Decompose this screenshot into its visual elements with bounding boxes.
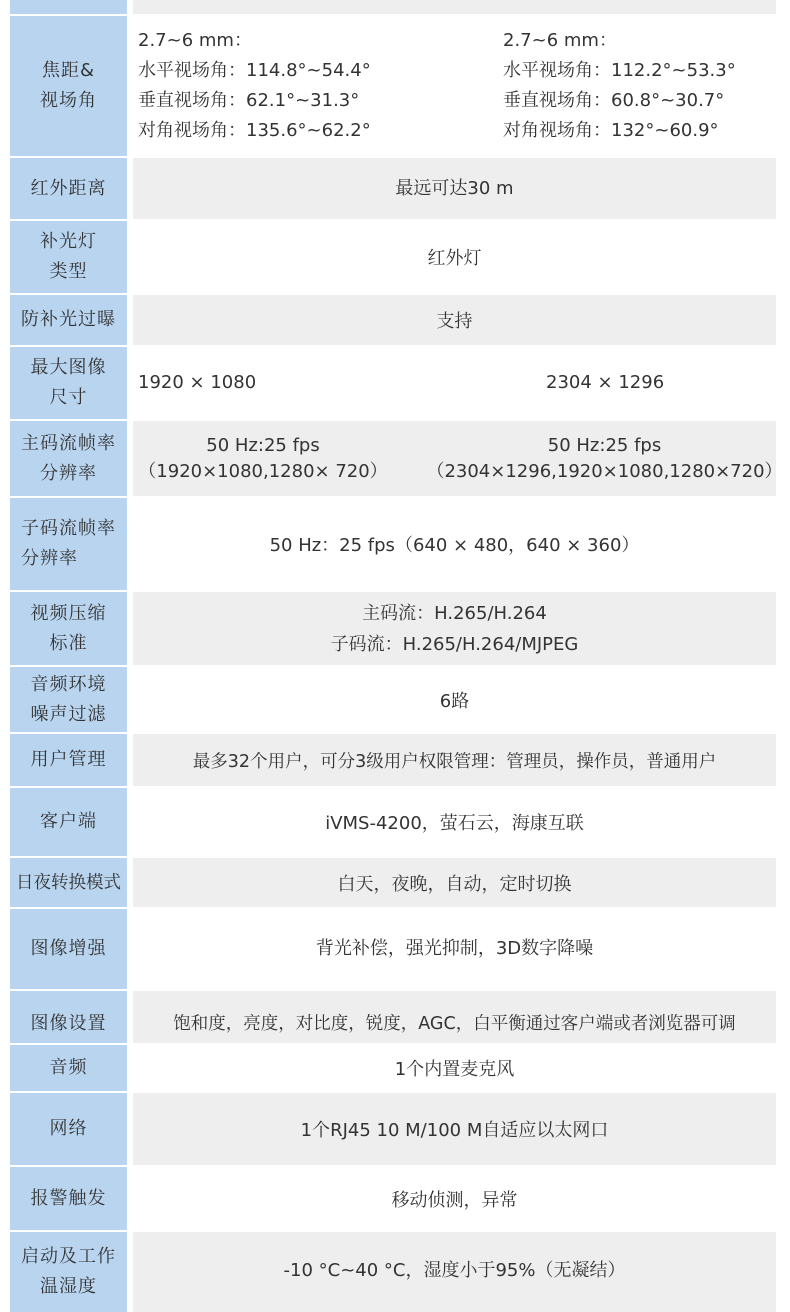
row-label: 音频环境 噪声过滤 bbox=[10, 667, 127, 732]
row-value: iVMS-4200，萤石云，海康互联 bbox=[133, 788, 776, 856]
row-label: 启动及工作 温湿度 bbox=[10, 1232, 127, 1312]
row-value bbox=[133, 0, 776, 14]
row-value: 最远可达30 m bbox=[133, 158, 776, 219]
table-row bbox=[0, 991, 790, 1043]
value-column-left bbox=[138, 347, 256, 419]
table-row bbox=[0, 788, 790, 856]
cell-line: （2304×1296,1920×1080,1280×720） bbox=[426, 460, 783, 482]
row-label: 补光灯 类型 bbox=[10, 221, 127, 293]
value-column-right bbox=[426, 421, 783, 496]
row-label: 音频 bbox=[10, 1045, 127, 1091]
row-label: 防补光过曝 bbox=[10, 295, 127, 345]
table-row bbox=[0, 421, 790, 496]
value-column-right bbox=[546, 347, 664, 419]
row-label bbox=[10, 0, 127, 14]
table-row bbox=[0, 667, 790, 732]
cell-line: 对角视场角：135.6°~62.2° bbox=[138, 120, 371, 141]
table-row bbox=[0, 498, 790, 590]
row-label: 报警触发 bbox=[10, 1167, 127, 1230]
row-label: 子码流帧率 分辨率 bbox=[10, 498, 127, 590]
row-label: 视频压缩 标准 bbox=[10, 592, 127, 665]
row-value: 1个RJ45 10 M/100 M自适应以太网口 bbox=[133, 1093, 776, 1165]
value-column-left bbox=[138, 16, 371, 156]
table-row bbox=[0, 1232, 790, 1312]
row-value: 最多32个用户，可分3级用户权限管理：管理员，操作员，普通用户 bbox=[133, 734, 776, 786]
value-column-right bbox=[503, 16, 736, 156]
table-row bbox=[0, 347, 790, 419]
row-label: 图像设置 bbox=[10, 991, 127, 1043]
cell-line: 2.7~6 mm： bbox=[138, 30, 252, 51]
cell-line: （1920×1080,1280× 720） bbox=[138, 460, 388, 482]
row-value: 支持 bbox=[133, 295, 776, 345]
cell-line: 水平视场角：112.2°~53.3° bbox=[503, 60, 736, 81]
cell-line: 对角视场角：132°~60.9° bbox=[503, 120, 719, 141]
row-value bbox=[133, 421, 783, 496]
row-value: 50 Hz：25 fps（640 × 480，640 × 360） bbox=[133, 498, 776, 590]
cell-line: 垂直视场角：60.8°~30.7° bbox=[503, 90, 725, 111]
cell-line: 主码流：H.265/H.264 bbox=[362, 602, 547, 624]
table-row bbox=[0, 295, 790, 345]
cell-line: 50 Hz:25 fps bbox=[206, 434, 320, 456]
cell-line: 水平视场角：114.8°~54.4° bbox=[138, 60, 371, 81]
table-row bbox=[0, 158, 790, 219]
row-value bbox=[133, 16, 776, 156]
row-label: 最大图像 尺寸 bbox=[10, 347, 127, 419]
row-value bbox=[133, 592, 776, 665]
table-row bbox=[0, 1045, 790, 1091]
row-label: 客户端 bbox=[10, 788, 127, 856]
cell-line: 2304 × 1296 bbox=[546, 372, 665, 393]
row-value: 背光补偿，强光抑制，3D数字降噪 bbox=[133, 909, 776, 989]
table-row bbox=[0, 858, 790, 907]
cell-line: 2.7~6 mm： bbox=[503, 30, 617, 51]
row-label: 网络 bbox=[10, 1093, 127, 1165]
table-row bbox=[0, 221, 790, 293]
row-value: -10 °C~40 °C，湿度小于95%（无凝结） bbox=[133, 1232, 776, 1312]
row-value: 白天，夜晚，自动，定时切换 bbox=[133, 858, 776, 907]
row-value: 红外灯 bbox=[133, 221, 776, 293]
cell-line: 50 Hz:25 fps bbox=[547, 434, 662, 456]
cell-line: 垂直视场角：62.1°~31.3° bbox=[138, 90, 360, 111]
row-label: 图像增强 bbox=[10, 909, 127, 989]
table-row bbox=[0, 1167, 790, 1230]
row-label: 焦距& 视场角 bbox=[10, 16, 127, 156]
row-label: 用户管理 bbox=[10, 734, 127, 786]
table-row bbox=[0, 16, 790, 156]
row-value: 6路 bbox=[133, 667, 776, 732]
table-row bbox=[0, 0, 790, 14]
cell-line: 子码流：H.265/H.264/MJPEG bbox=[330, 633, 579, 655]
table-row bbox=[0, 909, 790, 989]
value-column-left bbox=[133, 421, 393, 496]
row-value: 饱和度，亮度，对比度，锐度，AGC，白平衡通过客户端或者浏览器可调 bbox=[133, 991, 776, 1043]
row-label: 日夜转换模式 bbox=[10, 858, 127, 907]
table-row bbox=[0, 1093, 790, 1165]
row-value bbox=[133, 347, 776, 419]
row-value: 移动侦测，异常 bbox=[133, 1167, 776, 1230]
row-label: 红外距离 bbox=[10, 158, 127, 219]
row-label: 主码流帧率 分辨率 bbox=[10, 421, 127, 496]
cell-line: 1920 × 1080 bbox=[138, 372, 257, 393]
table-row bbox=[0, 734, 790, 786]
table-row bbox=[0, 592, 790, 665]
row-value: 1个内置麦克风 bbox=[133, 1045, 776, 1091]
